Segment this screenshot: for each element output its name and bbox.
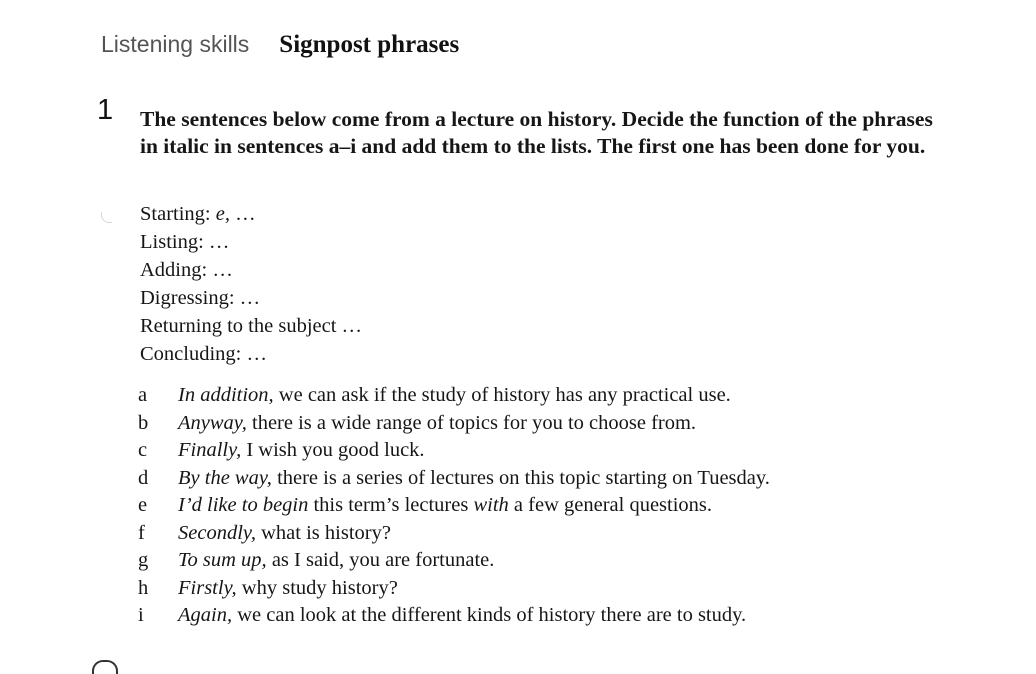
category-ellipsis: …: [341, 315, 363, 337]
sentence-rest: we can ask if the study of history has any practical use.: [278, 384, 731, 406]
category-ellipsis: …: [246, 343, 267, 365]
faint-margin-mark: [101, 212, 112, 223]
category-name: Listing:: [140, 231, 204, 253]
sentence-letter: b: [138, 411, 149, 434]
sentence-letter: c: [138, 439, 148, 461]
lecture-sentence-list: [138, 382, 770, 630]
sentence-item-e: [138, 492, 770, 520]
signpost-phrase: To sum up,: [178, 549, 267, 571]
signpost-phrase: Firstly,: [178, 576, 237, 599]
sentence-rest: we can look at the different kinds of history there are to study.: [237, 604, 747, 626]
category-name: Concluding:: [140, 343, 242, 365]
category-ellipsis: …: [212, 259, 233, 281]
sentence-item-g: [138, 547, 770, 575]
category-name: Returning to the subject: [140, 315, 337, 337]
signpost-phrase: By the way,: [178, 466, 272, 489]
category-name: Digressing:: [140, 287, 235, 309]
sentence-letter: g: [138, 549, 149, 571]
sentence-text: [178, 575, 398, 603]
sentence-text: [178, 382, 731, 410]
signpost-phrase-continuation: with: [473, 494, 509, 516]
category-ellipsis: …: [239, 287, 261, 309]
category-name: Adding:: [140, 259, 208, 281]
sentence-letter: a: [138, 384, 148, 406]
sentence-text: [178, 437, 425, 465]
category-ellipsis: …: [235, 203, 256, 225]
sentence-item-d: [138, 465, 770, 493]
signpost-phrase: Finally,: [178, 439, 242, 461]
task-number: 1: [97, 94, 114, 126]
sentence-middle: this term’s lectures: [313, 494, 469, 516]
sentence-item-c: [138, 437, 770, 465]
signpost-phrase: Secondly,: [178, 521, 256, 544]
sentence-letter: d: [138, 466, 149, 489]
sentence-text: [178, 520, 391, 548]
sentence-text: [178, 547, 494, 575]
category-item-returning: [140, 312, 362, 340]
section-heading: [101, 32, 459, 57]
sentence-rest: a few general questions.: [513, 494, 713, 516]
section-topic: Signpost phrases: [279, 31, 460, 58]
signpost-phrase: In addition,: [178, 384, 274, 406]
signpost-phrase: Anyway,: [178, 411, 247, 434]
sentence-letter: f: [138, 521, 145, 544]
sentence-rest: as I said, you are fortunate.: [271, 549, 495, 571]
task-instruction: The sentences below come from a lecture on history. Decide the function of the phrases in italic in sentences a–i and add them to the lists. The first one has been done for you.: [140, 107, 933, 158]
sentence-text: [178, 602, 746, 630]
category-item-adding: [140, 256, 362, 284]
sentence-item-b: [138, 410, 770, 438]
function-category-list: [140, 200, 362, 368]
category-example: e,: [215, 203, 230, 225]
sentence-text: [178, 410, 696, 438]
signpost-phrase: Again,: [178, 604, 233, 626]
sentence-letter: i: [138, 604, 144, 626]
sentence-text: [178, 492, 712, 520]
sentence-text: [178, 465, 770, 493]
category-name: Starting:: [140, 203, 211, 225]
sentence-letter: e: [138, 494, 148, 516]
signpost-phrase: I’d like to begin: [178, 494, 309, 516]
category-item-concluding: [140, 340, 362, 368]
category-item-digressing: [140, 284, 362, 312]
sentence-rest: why study history?: [241, 576, 398, 599]
partial-next-task-number: [92, 660, 118, 674]
sentence-item-h: [138, 575, 770, 603]
section-label: Listening skills: [101, 31, 250, 57]
category-ellipsis: …: [208, 231, 230, 253]
sentence-item-f: [138, 520, 770, 548]
sentence-item-a: [138, 382, 770, 410]
sentence-rest: there is a wide range of topics for you to choose from.: [252, 411, 697, 434]
sentence-rest: there is a series of lectures on this topic starting on Tuesday.: [277, 466, 770, 489]
category-item-listing: [140, 228, 362, 256]
category-item-starting: [140, 200, 362, 228]
sentence-rest: I wish you good luck.: [246, 439, 425, 461]
sentence-rest: what is history?: [261, 521, 391, 544]
sentence-item-i: [138, 602, 770, 630]
sentence-letter: h: [138, 576, 149, 599]
